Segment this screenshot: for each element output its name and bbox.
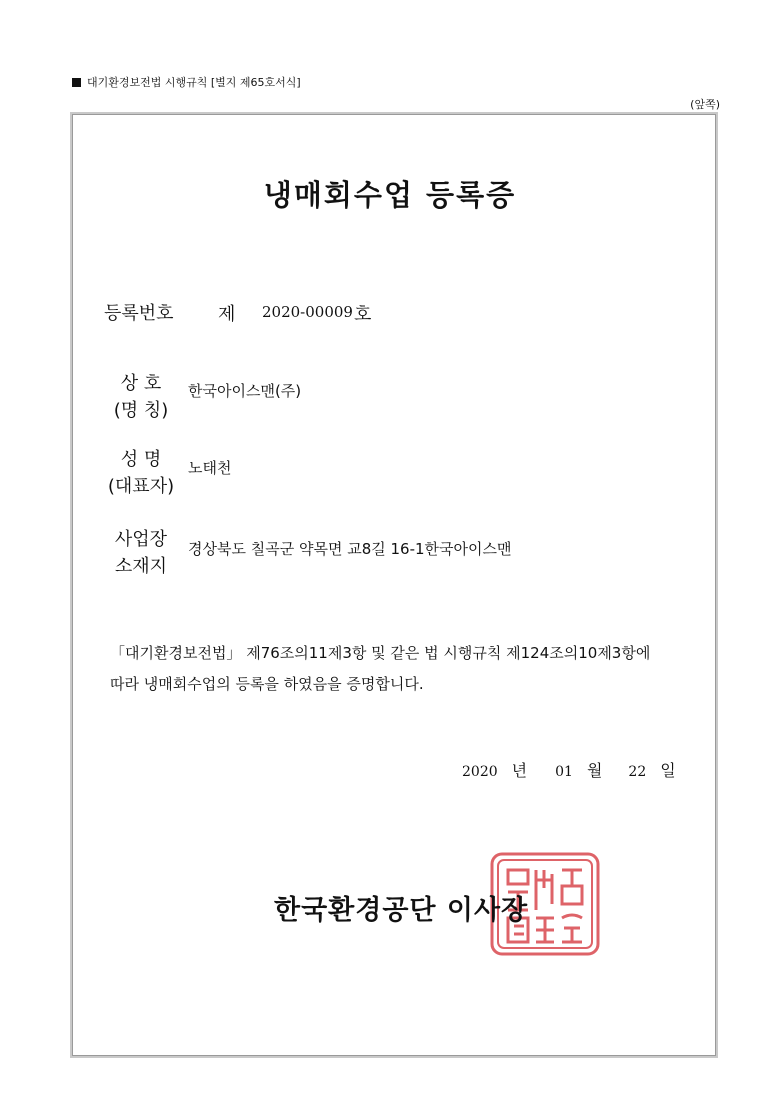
issue-year: 2020 xyxy=(462,764,498,780)
black-square-icon xyxy=(72,78,81,87)
representative-label xyxy=(104,446,178,500)
certificate-title: 냉매회수업 등록증 xyxy=(263,178,517,212)
day-unit: 일 xyxy=(660,761,676,780)
statement-line-2: 따라 냉매회수업의 등록을 하였음을 증명합니다. xyxy=(110,675,424,693)
year-unit: 년 xyxy=(511,761,528,780)
issue-day: 22 xyxy=(628,764,647,780)
representative-label-line1: 성 명 xyxy=(120,449,162,470)
representative-value: 노태천 xyxy=(188,459,232,477)
business-name-label-line1: 상 호 xyxy=(120,373,162,394)
form-reference-text: 대기환경보전법 시행규칙 [별지 제65호서식] xyxy=(87,76,301,89)
registration-suffix: 호 xyxy=(354,304,372,325)
representative-label-line2: (대표자) xyxy=(107,476,175,497)
issue-month: 01 xyxy=(555,764,573,780)
page-side-note: (앞쪽) xyxy=(690,98,720,111)
certification-statement xyxy=(110,638,690,700)
address-label-line2: 소재지 xyxy=(114,556,168,577)
issuer-name: 한국환경공단 이사장 xyxy=(274,895,529,926)
form-reference xyxy=(72,74,301,90)
month-unit: 월 xyxy=(586,761,603,780)
issue-date xyxy=(462,758,676,781)
address-value: 경상북도 칠곡군 약목면 교8길 16-1한국아이스맨 xyxy=(188,540,512,558)
address-label xyxy=(104,526,178,580)
registration-label: 등록번호 xyxy=(104,303,174,324)
business-name-label-line2: (명 칭) xyxy=(113,400,169,421)
business-name-value: 한국아이스맨(주) xyxy=(188,382,302,400)
registration-number: 2020-00009 xyxy=(262,303,353,321)
statement-line-1: 「대기환경보전법」 제76조의11제3항 및 같은 법 시행규칙 제124조의10제3항에 xyxy=(110,644,651,662)
address-label-line1: 사업장 xyxy=(114,529,168,550)
business-name-label xyxy=(104,370,178,424)
registration-prefix: 제 xyxy=(218,304,236,325)
